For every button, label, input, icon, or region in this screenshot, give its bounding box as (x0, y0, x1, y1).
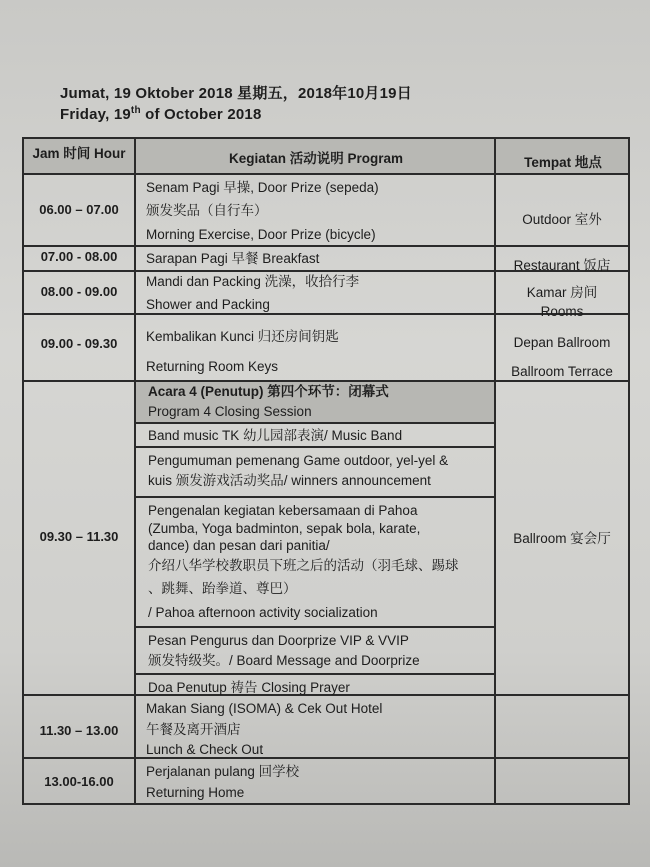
sub-row-sep (136, 496, 494, 498)
time-cell: 08.00 - 09.00 (40, 284, 118, 299)
activity-line: Pengenalan kegiatan kebersamaan di Pahoa (148, 503, 418, 518)
activity-line: Returning Home (146, 785, 245, 800)
column-place-header: Tempat 地点 (524, 155, 602, 170)
activity-line: Doa Penutup 祷告 Closing Prayer (148, 680, 350, 695)
column-hour-header: Jam 时间 Hour (32, 146, 126, 161)
time-cell: 11.30 – 13.00 (39, 723, 119, 738)
row-sep (22, 757, 630, 759)
time-cell: 07.00 - 08.00 (40, 249, 118, 264)
place-cell: Depan Ballroom (513, 335, 611, 350)
sub-row-sep (136, 626, 494, 628)
border-top (22, 137, 630, 139)
activity-line: 午餐及离开酒店 (146, 722, 241, 737)
date-line-2-suffix: th (130, 105, 141, 116)
activity-line: (Zumba, Yoga badminton, sepak bola, karate, (148, 521, 421, 536)
activity-line: Senam Pagi 早操, Door Prize (sepeda) (146, 180, 379, 195)
activity-line: dance) dan pesan dari panitia/ (148, 538, 330, 553)
date-line-2 (60, 105, 262, 123)
place-cell: Rooms (540, 304, 584, 319)
date-line-1: Jumat, 19 Oktober 2018 星期五，2018年10月19日 (60, 85, 412, 102)
place-cell: Restaurant 饭店 (513, 258, 611, 273)
sub-row-sep (136, 673, 494, 675)
activity-line: Returning Room Keys (146, 359, 279, 374)
time-cell: 09.00 - 09.30 (40, 336, 118, 351)
activity-line: Band music TK 幼儿园部表演/ Music Band (148, 428, 403, 443)
date-line-2-rest: of October 2018 (140, 106, 262, 123)
row-sep (22, 173, 630, 175)
activity-line: 介绍八华学校教职员下班之后的活动（羽毛球、踢球 (148, 558, 459, 573)
activity-line: kuis 颁发游戏活动奖品/ winners announcement (148, 473, 431, 488)
column-activity-header: Kegiatan 活动说明 Program (228, 151, 404, 166)
border-bottom (22, 803, 630, 805)
sub-row-sep (136, 422, 494, 424)
time-cell: 09.30 – 11.30 (39, 529, 119, 544)
place-cell: Ballroom 宴会厅 (513, 531, 611, 546)
activity-line: 颁发奖品（自行车） (146, 203, 268, 218)
col-sep-1 (134, 137, 136, 805)
activity-line: Mandi dan Packing 洗澡，收拾行李 (146, 274, 360, 289)
time-cell: 06.00 – 07.00 (39, 202, 119, 217)
col-sep-2 (494, 137, 496, 805)
activity-line: Makan Siang (ISOMA) & Cek Out Hotel (146, 701, 383, 716)
activity-line: / Pahoa afternoon activity socialization (148, 605, 378, 620)
activity-line: Acara 4 (Penutup) 第四个环节：闭幕式 (148, 384, 389, 399)
place-cell: Kamar 房间 (526, 285, 598, 300)
border-right (628, 137, 630, 805)
activity-line: 颁发特级奖。/ Board Message and Doorprize (148, 653, 420, 668)
activity-line: Kembalikan Kunci 归还房间钥匙 (146, 329, 339, 344)
activity-line: Morning Exercise, Door Prize (bicycle) (146, 227, 376, 242)
date-line-2-prefix: Friday, 19 (60, 106, 131, 123)
time-cell: 13.00-16.00 (44, 774, 114, 789)
activity-line: Shower and Packing (146, 297, 270, 312)
activity-line: Sarapan Pagi 早餐 Breakfast (146, 251, 320, 266)
place-cell: Outdoor 室外 (522, 212, 602, 227)
sub-row-sep (136, 446, 494, 448)
activity-line: Perjalanan pulang 回学校 (146, 764, 300, 779)
schedule-table (22, 137, 630, 805)
activity-line: Pesan Pengurus dan Doorprize VIP & VVIP (148, 633, 409, 648)
place-cell: Ballroom Terrace (511, 364, 613, 379)
activity-line: 、跳舞、跆拳道、尊巴） (148, 581, 297, 596)
border-left (22, 137, 24, 805)
activity-line: Program 4 Closing Session (148, 404, 312, 419)
activity-line: Pengumuman pemenang Game outdoor, yel-yel & (148, 453, 449, 468)
activity-line: Lunch & Check Out (146, 742, 264, 757)
